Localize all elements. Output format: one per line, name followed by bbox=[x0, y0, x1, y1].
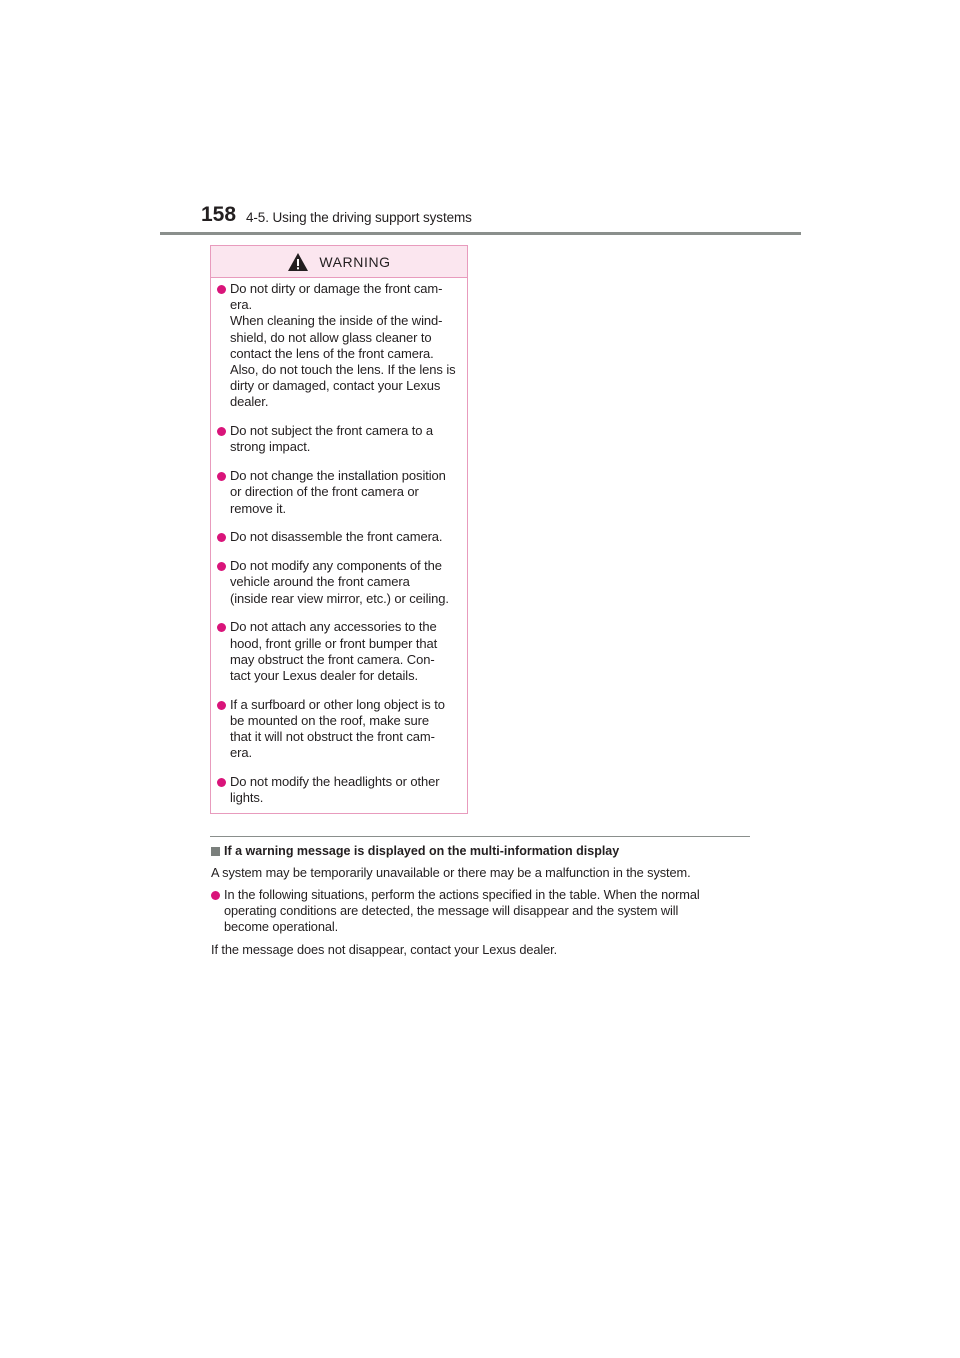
warning-item bbox=[217, 529, 467, 545]
warning-item bbox=[217, 468, 467, 517]
warning-item-text: Do not modify the headlights or other lights. bbox=[230, 774, 440, 806]
section-heading bbox=[211, 843, 619, 859]
warning-item-text: If a surfboard or other long object is to be mounted on the roof, make sure that it will not obstruct the front cam- era. bbox=[230, 696, 445, 761]
bullet-icon bbox=[217, 427, 226, 436]
warning-item-text: Do not attach any accessories to the hood, front grille or front bumper that may obstruct the front camera. Con- tact your Lexus dealer for details. bbox=[230, 619, 438, 684]
section-title: 4-5. Using the driving support systems bbox=[246, 210, 472, 225]
bullet-icon bbox=[217, 562, 226, 571]
header-divider bbox=[160, 232, 801, 235]
warning-item-text: Do not subject the front camera to a strong impact. bbox=[230, 423, 434, 455]
warning-item bbox=[217, 697, 467, 762]
warning-item-text: Do not dirty or damage the front cam- era. When cleaning the inside of the wind- shield, do not allow glass cleaner to contact the lens of the front camera. Also, do not touch the lens. If the lens is dirty or damaged, contact your Lexus dealer. bbox=[230, 281, 456, 410]
section-divider bbox=[210, 836, 750, 837]
instruction-bullet bbox=[211, 887, 751, 935]
warning-item bbox=[217, 281, 467, 411]
bullet-icon bbox=[217, 472, 226, 481]
warning-item-text: Do not modify any components of the vehicle around the front camera (inside rear view mirror, etc.) or ceiling. bbox=[230, 558, 449, 606]
square-bullet-icon bbox=[211, 847, 220, 856]
warning-item bbox=[217, 558, 467, 607]
bullet-icon bbox=[217, 533, 226, 542]
page-number: 158 bbox=[201, 203, 237, 226]
bullet-icon bbox=[217, 778, 226, 787]
warning-list bbox=[217, 281, 467, 819]
section-heading-text: If a warning message is displayed on the multi-information display bbox=[224, 844, 620, 858]
warning-item bbox=[217, 774, 467, 806]
warning-title: WARNING bbox=[319, 253, 391, 270]
bullet-icon bbox=[217, 623, 226, 632]
warning-item-text: Do not change the installation position or direction of the front camera or remove it. bbox=[230, 468, 446, 516]
instruction-bullet-text: In the following situations, perform the actions specified in the table. When the normal operating conditions are detected, the message will disappear and the system will become operational. bbox=[224, 887, 700, 934]
warning-box bbox=[210, 245, 468, 814]
warning-item bbox=[217, 423, 467, 455]
bullet-icon bbox=[211, 891, 220, 900]
warning-header bbox=[211, 246, 467, 278]
intro-paragraph: A system may be temporarily unavailable or there may be a malfunction in the system. bbox=[211, 865, 691, 880]
warning-item bbox=[217, 619, 467, 684]
warning-triangle-icon bbox=[287, 252, 309, 272]
warning-item-text: Do not disassemble the front camera. bbox=[230, 529, 443, 545]
bullet-icon bbox=[217, 701, 226, 710]
bullet-icon bbox=[217, 285, 226, 294]
closing-paragraph: If the message does not disappear, contact your Lexus dealer. bbox=[211, 942, 558, 957]
